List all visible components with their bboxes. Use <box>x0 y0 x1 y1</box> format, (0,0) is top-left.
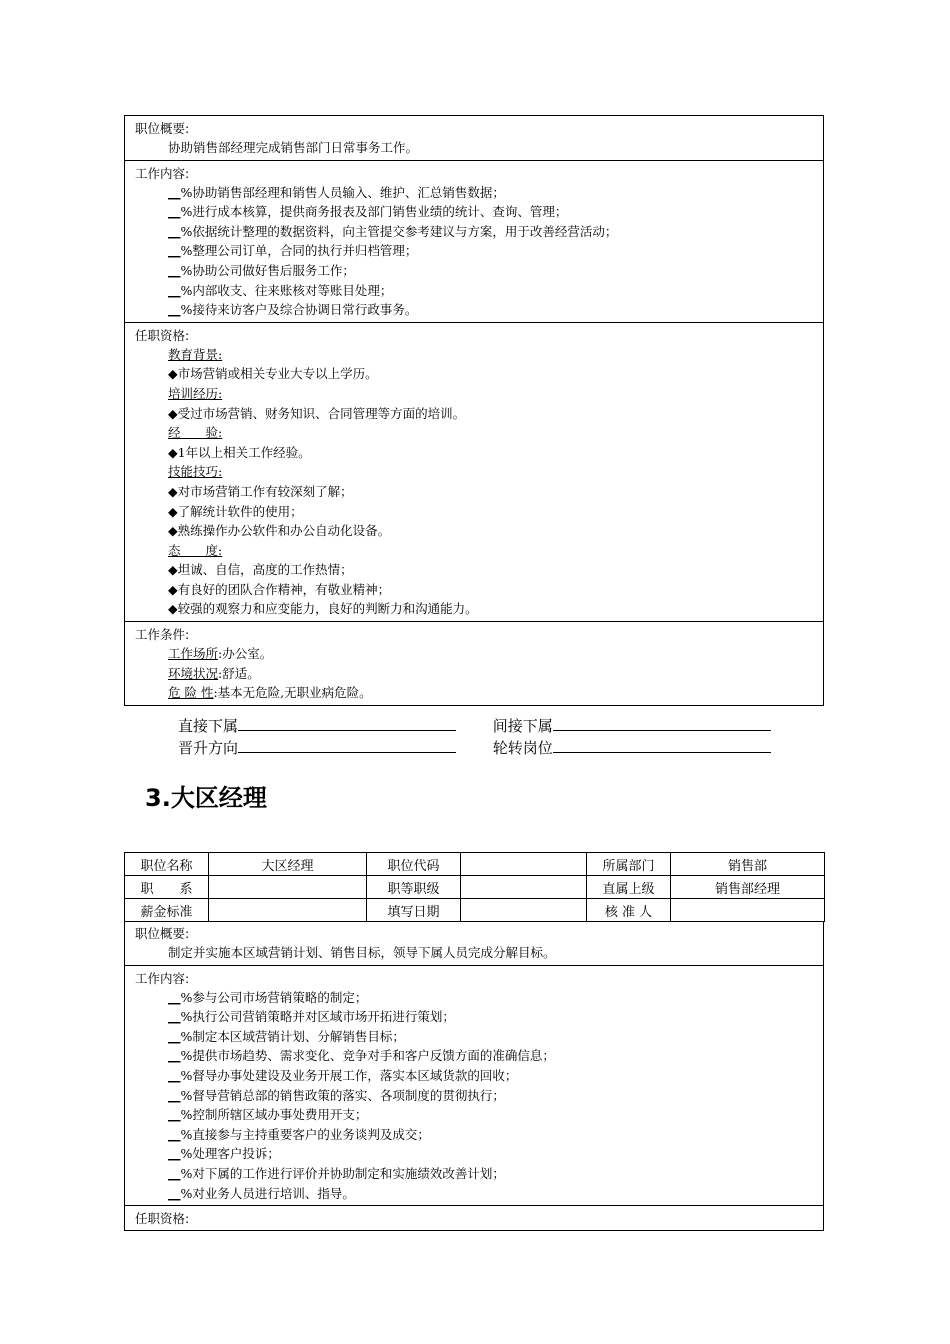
experience-label: 经 验: <box>168 425 223 441</box>
table-cell: 所属部门 <box>587 853 671 876</box>
duty-item: __%内部收支、往来账核对等账目处理； <box>168 282 393 298</box>
table-cell: 销售部 <box>671 853 825 876</box>
table-cell <box>209 876 367 899</box>
duty-item: __%参与公司市场营销策略的制定； <box>168 989 368 1005</box>
position-info-table <box>124 852 825 922</box>
overview-section <box>125 921 823 965</box>
duty-item: __%制定本区域营销计划、分解销售目标； <box>168 1028 405 1044</box>
conditions-section <box>125 621 823 705</box>
skill-item: ◆对市场营销工作有较深刻了解； <box>168 483 353 499</box>
table-cell <box>209 899 367 922</box>
job-description-box-2 <box>124 921 824 1231</box>
overview-section <box>125 116 823 160</box>
relations-block <box>178 715 803 759</box>
table-cell: 直属上级 <box>587 876 671 899</box>
work-place: 工作场所:办公室。 <box>168 646 273 662</box>
section-heading: 3.大区经理 <box>145 784 267 812</box>
training-text: ◆受过市场营销、财务知识、合同管理等方面的培训。 <box>168 405 466 421</box>
skills-label: 技能技巧: <box>168 464 223 480</box>
overview-title: 职位概要: <box>135 121 190 136</box>
promotion-path: 晋升方向 <box>178 737 488 759</box>
attitude-item: ◆坦诚、自信，高度的工作热情； <box>168 562 353 578</box>
table-cell: 销售部经理 <box>671 876 825 899</box>
table-cell: 职位代码 <box>367 853 461 876</box>
duty-item: __%直接参与主持重要客户的业务谈判及成交； <box>168 1126 430 1142</box>
duty-item: __%对业务人员进行培训、指导。 <box>168 1185 355 1201</box>
blank-line[interactable] <box>553 738 771 753</box>
blank-line[interactable] <box>238 716 456 731</box>
table-cell: 核 准 人 <box>587 899 671 922</box>
blank-line[interactable] <box>238 738 456 753</box>
training-label: 培训经历: <box>168 385 223 401</box>
job-description-box-1 <box>124 115 824 706</box>
table-cell <box>461 853 587 876</box>
qualifications-section <box>125 1205 823 1230</box>
table-cell: 职等职级 <box>367 876 461 899</box>
attitude-label: 态 度: <box>168 542 223 558</box>
duties-title: 工作内容: <box>135 165 190 181</box>
duty-item: __%协助公司做好售后服务工作； <box>168 262 355 278</box>
table-cell: 大区经理 <box>209 853 367 876</box>
duties-section <box>125 965 823 1206</box>
work-environment: 环境状况:舒适。 <box>168 665 260 681</box>
table-cell: 填写日期 <box>367 899 461 922</box>
conditions-title: 工作条件: <box>135 627 190 643</box>
overview-title: 职位概要: <box>135 926 190 941</box>
experience-text: ◆1年以上相关工作经验。 <box>168 444 311 460</box>
attitude-item: ◆有良好的团队合作精神，有敬业精神； <box>168 581 391 597</box>
education-text: ◆市场营销或相关专业大专以上学历。 <box>168 366 378 382</box>
qualifications-title: 任职资格: <box>135 327 190 343</box>
table-cell: 职 系 <box>125 876 209 899</box>
skill-item: ◆了解统计软件的使用； <box>168 503 303 519</box>
work-risk: 危 险 性:基本无危险,无职业病危险。 <box>168 685 372 701</box>
rotation-positions: 轮转岗位 <box>493 737 803 759</box>
duty-item: __%整理公司订单，合同的执行并归档管理； <box>168 243 418 259</box>
duty-item: __%进行成本核算，提供商务报表及部门销售业绩的统计、查询、管理； <box>168 204 568 220</box>
table-row <box>125 899 825 922</box>
duty-item: __%协助销售部经理和销售人员输入、维护、汇总销售数据； <box>168 184 505 200</box>
duty-item: __%控制所辖区域办事处费用开支； <box>168 1107 368 1123</box>
blank-line[interactable] <box>553 716 771 731</box>
table-cell <box>461 899 587 922</box>
overview-text: 制定并实施本区域营销计划、销售目标，领导下属人员完成分解目标。 <box>168 945 556 960</box>
skill-item: ◆熟练操作办公软件和办公自动化设备。 <box>168 523 391 539</box>
duty-item: __%依据统计整理的数据资料，向主管提交参考建议与方案，用于改善经营活动； <box>168 223 618 239</box>
direct-subordinates: 直接下属 <box>178 715 488 737</box>
duty-item: __%执行公司营销策略并对区域市场开拓进行策划； <box>168 1009 455 1025</box>
duties-section <box>125 160 823 322</box>
table-row <box>125 876 825 899</box>
duty-item: __%提供市场趋势、需求变化、竞争对手和客户反馈方面的准确信息； <box>168 1048 555 1064</box>
attitude-item: ◆较强的观察力和应变能力，良好的判断力和沟通能力。 <box>168 601 478 617</box>
table-cell <box>461 876 587 899</box>
table-row <box>125 853 825 876</box>
table-cell <box>671 899 825 922</box>
duties-title: 工作内容: <box>135 970 190 986</box>
qualifications-section <box>125 322 823 621</box>
qualifications-title: 任职资格: <box>135 1211 190 1227</box>
duty-item: __%处理客户投诉； <box>168 1146 280 1162</box>
table-cell: 职位名称 <box>125 853 209 876</box>
overview-text: 协助销售部经理完成销售部门日常事务工作。 <box>168 140 419 155</box>
indirect-subordinates: 间接下属 <box>493 715 803 737</box>
table-cell: 薪金标准 <box>125 899 209 922</box>
duty-item: __%督导营销总部的销售政策的落实、各项制度的贯彻执行； <box>168 1087 505 1103</box>
duty-item: __%接待来访客户及综合协调日常行政事务。 <box>168 302 418 318</box>
duty-item: __%对下属的工作进行评价并协助制定和实施绩效改善计划； <box>168 1165 505 1181</box>
duty-item: __%督导办事处建设及业务开展工作，落实本区域货款的回收； <box>168 1067 518 1083</box>
education-label: 教育背景: <box>168 346 223 362</box>
